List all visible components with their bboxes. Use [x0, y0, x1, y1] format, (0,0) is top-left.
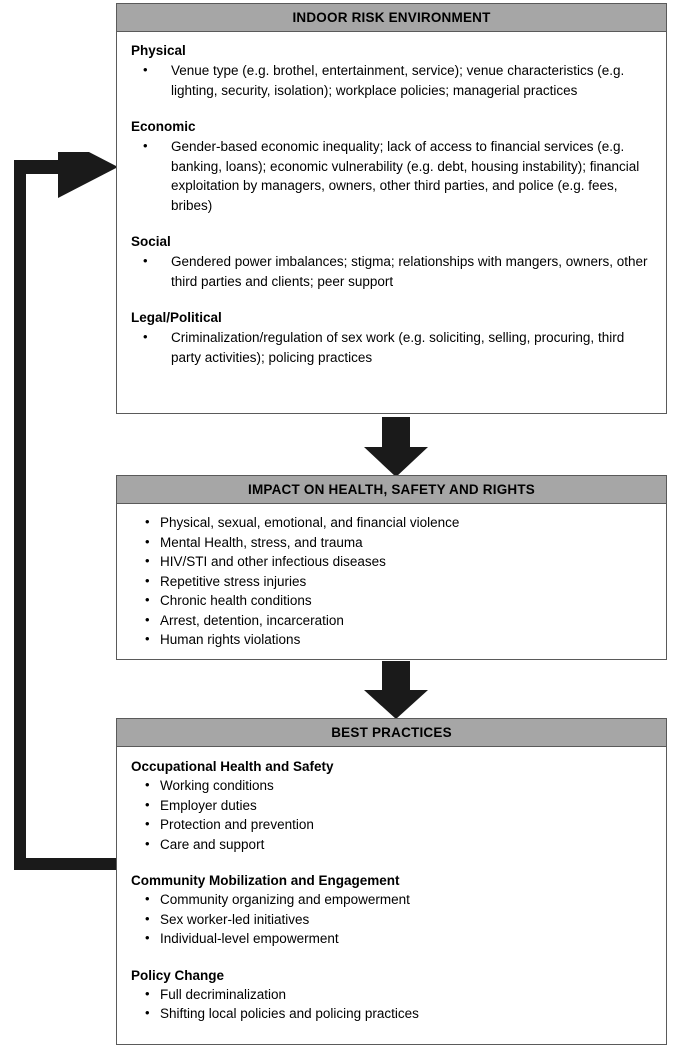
section-list-legal-political	[129, 328, 654, 367]
box-header-impact-on-health-safety-and-rights: IMPACT ON HEALTH, SAFETY AND RIGHTS	[117, 476, 666, 504]
list-item: • Individual-level empowerment	[129, 929, 654, 949]
section-list-economic	[129, 137, 654, 215]
section-heading-policy-change: Policy Change	[131, 967, 225, 983]
list-item: • Venue type (e.g. brothel, entertainment, service); venue characteristics (e.g. lighting, security, isolation); workplace policies; managerial practices	[129, 61, 654, 100]
box-impact-on-health-safety-and-rights	[116, 475, 667, 660]
box-body-best-practices	[117, 747, 666, 1030]
box-best-practices	[116, 718, 667, 1045]
box-body-impact-on-health-safety-and-rights	[117, 504, 666, 656]
box-header-best-practices: BEST PRACTICES	[117, 719, 666, 747]
section-list-community-mobilization-and-engagement	[129, 890, 654, 949]
section-list-occupational-health-and-safety	[129, 776, 654, 854]
list-item: • Care and support	[129, 835, 654, 855]
section-list-social	[129, 252, 654, 291]
section-heading-occupational-health-and-safety: Occupational Health and Safety	[131, 759, 334, 774]
list-item: • HIV/STI and other infectious diseases	[129, 552, 654, 572]
section-economic	[129, 117, 654, 215]
list-item: • Community organizing and empowerment	[129, 890, 654, 910]
arrow-env-to-impact-icon	[360, 417, 432, 477]
section-physical	[129, 41, 654, 100]
list-item: • Criminalization/regulation of sex work (e.g. soliciting, selling, procuring, third party activities); policing practices	[129, 328, 654, 367]
list-item: • Sex worker-led initiatives	[129, 910, 654, 930]
box-body-indoor-risk-environment	[117, 32, 666, 373]
list-item: • Full decriminalization	[129, 985, 654, 1005]
list-item: • Human rights violations	[129, 630, 654, 650]
list-item: • Mental Health, stress, and trauma	[129, 533, 654, 553]
list-item: • Protection and prevention	[129, 815, 654, 835]
list-item: • Gendered power imbalances; stigma; relationships with mangers, owners, other third parties and clients; peer support	[129, 252, 654, 291]
arrow-impact-to-practices-icon	[360, 661, 432, 719]
list-item: • Gender-based economic inequality; lack of access to financial services (e.g. banking, loans); economic vulnerability (e.g. debt, housing instability); financial exploitation by managers, owners, other third parties, and police (e.g. fees, bribes)	[129, 137, 654, 215]
list-item: • Arrest, detention, incarceration	[129, 611, 654, 631]
list-item: • Physical, sexual, emotional, and financial violence	[129, 513, 654, 533]
section-list-physical	[129, 61, 654, 100]
list-item: • Shifting local policies and policing practices	[129, 1004, 654, 1024]
list-item: • Chronic health conditions	[129, 591, 654, 611]
impact-list	[129, 513, 654, 650]
box-header-indoor-risk-environment: INDOOR RISK ENVIRONMENT	[117, 4, 666, 32]
section-heading-social: Social	[131, 234, 171, 249]
section-heading-legal-political: Legal/Political	[131, 310, 222, 325]
list-item: • Employer duties	[129, 796, 654, 816]
box-indoor-risk-environment	[116, 3, 667, 414]
section-list-policy-change	[129, 985, 654, 1024]
section-policy-change	[129, 966, 654, 1024]
list-item: • Working conditions	[129, 776, 654, 796]
section-social	[129, 232, 654, 291]
section-legal-political	[129, 308, 654, 367]
section-heading-physical: Physical	[131, 43, 186, 58]
section-community-mobilization-and-engagement	[129, 871, 654, 949]
list-item: • Repetitive stress injuries	[129, 572, 654, 592]
feedback-loop-arrow	[0, 152, 125, 877]
section-occupational-health-and-safety	[129, 757, 654, 854]
section-heading-community-mobilization-and-engagement: Community Mobilization and Engagement	[131, 873, 400, 888]
section-heading-economic: Economic	[131, 119, 196, 134]
